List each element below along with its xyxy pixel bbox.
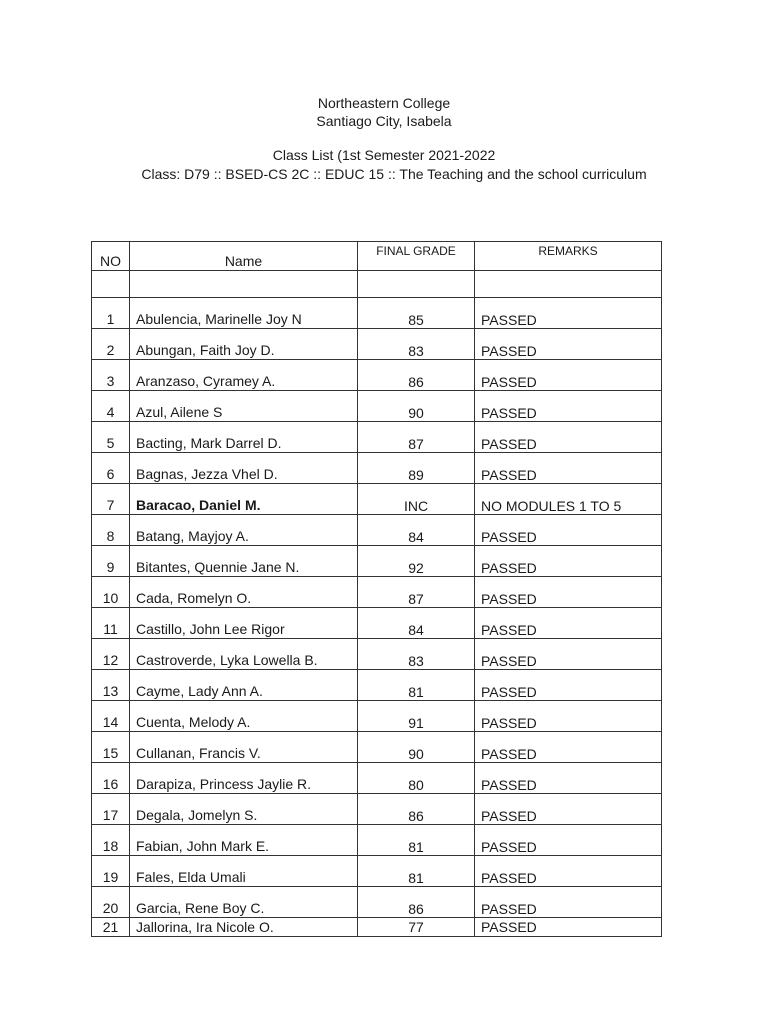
remarks-cell: PASSED xyxy=(475,639,662,670)
college-name: Northeastern College xyxy=(317,95,451,111)
row-number-cell: 6 xyxy=(92,453,130,484)
remarks-cell: PASSED xyxy=(475,763,662,794)
final-grade-cell: 80 xyxy=(358,763,475,794)
class-list-title: Class List (1st Semester 2021-2022 xyxy=(272,147,496,163)
column-header-remarks: REMARKS xyxy=(475,242,662,271)
table-row xyxy=(92,856,662,887)
row-number-cell: 5 xyxy=(92,422,130,453)
college-location: Santiago City, Isabela xyxy=(316,113,452,129)
table-row xyxy=(92,453,662,484)
final-grade-cell: 89 xyxy=(358,453,475,484)
student-name-cell: Batang, Mayjoy A. xyxy=(130,515,358,546)
student-name-cell: Degala, Jomelyn S. xyxy=(130,794,358,825)
row-number-cell: 18 xyxy=(92,825,130,856)
row-number-cell: 21 xyxy=(92,918,130,937)
student-name-cell: Baracao, Daniel M. xyxy=(130,484,358,515)
column-header-final-grade: FINAL GRADE xyxy=(358,242,475,271)
row-number-cell: 2 xyxy=(92,329,130,360)
student-name-cell: Abungan, Faith Joy D. xyxy=(130,329,358,360)
spacer-cell xyxy=(92,271,130,298)
remarks-cell: PASSED xyxy=(475,887,662,918)
remarks-cell: PASSED xyxy=(475,577,662,608)
final-grade-cell: 91 xyxy=(358,701,475,732)
final-grade-cell: 87 xyxy=(358,422,475,453)
final-grade-cell: 77 xyxy=(358,918,475,937)
final-grade-cell: 92 xyxy=(358,546,475,577)
table-row xyxy=(92,546,662,577)
table-row xyxy=(92,825,662,856)
final-grade-cell: 86 xyxy=(358,360,475,391)
table-spacer-row xyxy=(92,271,662,298)
remarks-cell: PASSED xyxy=(475,391,662,422)
row-number-cell: 8 xyxy=(92,515,130,546)
final-grade-cell: 81 xyxy=(358,825,475,856)
student-name-cell: Garcia, Rene Boy C. xyxy=(130,887,358,918)
student-name-cell: Azul, Ailene S xyxy=(130,391,358,422)
row-number-cell: 14 xyxy=(92,701,130,732)
student-name-cell: Abulencia, Marinelle Joy N xyxy=(130,298,358,329)
table-row xyxy=(92,298,662,329)
remarks-cell: PASSED xyxy=(475,794,662,825)
row-number-cell: 15 xyxy=(92,732,130,763)
row-number-cell: 13 xyxy=(92,670,130,701)
final-grade-cell: 90 xyxy=(358,391,475,422)
student-name-cell: Aranzaso, Cyramey A. xyxy=(130,360,358,391)
column-header-name: Name xyxy=(130,242,358,271)
final-grade-cell: 84 xyxy=(358,608,475,639)
spacer-cell xyxy=(130,271,358,298)
final-grade-cell: 83 xyxy=(358,639,475,670)
table-row xyxy=(92,732,662,763)
student-name-cell: Cayme, Lady Ann A. xyxy=(130,670,358,701)
student-name-cell: Fales, Elda Umali xyxy=(130,856,358,887)
remarks-cell: PASSED xyxy=(475,515,662,546)
student-name-cell: Cuenta, Melody A. xyxy=(130,701,358,732)
row-number-cell: 11 xyxy=(92,608,130,639)
final-grade-cell: 90 xyxy=(358,732,475,763)
table-row xyxy=(92,329,662,360)
spacer-cell xyxy=(475,271,662,298)
remarks-cell: PASSED xyxy=(475,670,662,701)
row-number-cell: 19 xyxy=(92,856,130,887)
student-name-cell: Cada, Romelyn O. xyxy=(130,577,358,608)
student-name-cell: Bacting, Mark Darrel D. xyxy=(130,422,358,453)
student-name-cell: Bitantes, Quennie Jane N. xyxy=(130,546,358,577)
student-name-cell: Darapiza, Princess Jaylie R. xyxy=(130,763,358,794)
final-grade-cell: 84 xyxy=(358,515,475,546)
row-number-cell: 9 xyxy=(92,546,130,577)
student-name-cell: Fabian, John Mark E. xyxy=(130,825,358,856)
remarks-cell: PASSED xyxy=(475,701,662,732)
table-row xyxy=(92,360,662,391)
final-grade-cell: 81 xyxy=(358,670,475,701)
final-grade-cell: 87 xyxy=(358,577,475,608)
remarks-cell: PASSED xyxy=(475,918,662,937)
row-number-cell: 20 xyxy=(92,887,130,918)
remarks-cell: PASSED xyxy=(475,546,662,577)
class-info: Class: D79 :: BSED-CS 2C :: EDUC 15 :: The Teaching and the school curriculum xyxy=(141,166,647,182)
row-number-cell: 4 xyxy=(92,391,130,422)
remarks-cell: PASSED xyxy=(475,825,662,856)
student-name-cell: Castroverde, Lyka Lowella B. xyxy=(130,639,358,670)
table-row xyxy=(92,794,662,825)
table-row xyxy=(92,422,662,453)
row-number-cell: 17 xyxy=(92,794,130,825)
remarks-cell: PASSED xyxy=(475,856,662,887)
table-row xyxy=(92,701,662,732)
remarks-cell: PASSED xyxy=(475,422,662,453)
row-number-cell: 12 xyxy=(92,639,130,670)
table-row xyxy=(92,887,662,918)
table-row xyxy=(92,763,662,794)
table-row xyxy=(92,608,662,639)
student-name-cell: Cullanan, Francis V. xyxy=(130,732,358,763)
column-header-no: NO xyxy=(92,242,130,271)
student-name-cell: Castillo, John Lee Rigor xyxy=(130,608,358,639)
final-grade-cell: INC xyxy=(358,484,475,515)
remarks-cell: PASSED xyxy=(475,453,662,484)
table-row xyxy=(92,918,662,937)
student-name-cell: Bagnas, Jezza Vhel D. xyxy=(130,453,358,484)
table-row xyxy=(92,670,662,701)
table-row xyxy=(92,639,662,670)
final-grade-cell: 86 xyxy=(358,887,475,918)
remarks-cell: PASSED xyxy=(475,732,662,763)
table-row xyxy=(92,484,662,515)
row-number-cell: 1 xyxy=(92,298,130,329)
row-number-cell: 10 xyxy=(92,577,130,608)
row-number-cell: 3 xyxy=(92,360,130,391)
remarks-cell: PASSED xyxy=(475,298,662,329)
remarks-cell: PASSED xyxy=(475,329,662,360)
row-number-cell: 7 xyxy=(92,484,130,515)
table-row xyxy=(92,577,662,608)
class-list-table xyxy=(91,241,662,937)
remarks-cell: PASSED xyxy=(475,360,662,391)
final-grade-cell: 81 xyxy=(358,856,475,887)
final-grade-cell: 86 xyxy=(358,794,475,825)
final-grade-cell: 83 xyxy=(358,329,475,360)
student-name-cell: Jallorina, Ira Nicole O. xyxy=(130,918,358,937)
row-number-cell: 16 xyxy=(92,763,130,794)
remarks-cell: NO MODULES 1 TO 5 xyxy=(475,484,662,515)
remarks-cell: PASSED xyxy=(475,608,662,639)
table-row xyxy=(92,391,662,422)
table-header-row xyxy=(92,242,662,271)
table-row xyxy=(92,515,662,546)
spacer-cell xyxy=(358,271,475,298)
final-grade-cell: 85 xyxy=(358,298,475,329)
